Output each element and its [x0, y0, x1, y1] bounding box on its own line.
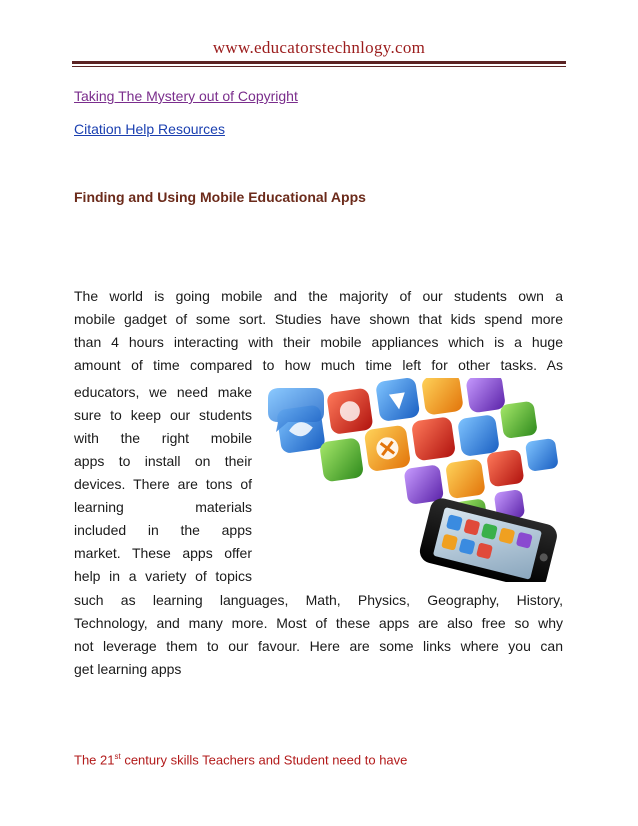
text-line: The world is going mobile and the majority of our students own a [74, 288, 563, 304]
text-line: get learning apps [74, 661, 182, 677]
text-line: devices. There are tons of [74, 476, 252, 492]
text-line: apps to install on their [74, 453, 252, 469]
text-line: sure to keep our students [74, 407, 252, 423]
text-line: market. These apps offer [74, 545, 252, 561]
text-line: amount of time compared to how much time left for other tasks. As [74, 357, 563, 373]
mobile-apps-illustration [262, 378, 562, 582]
header-rule-thin [72, 66, 566, 67]
text-line: not leverage them to our favour. Here are some links where you can [74, 638, 563, 654]
paragraph-intro [74, 285, 563, 377]
text-line: educators, we need make [74, 384, 252, 400]
text-line: help in a variety of topics [74, 568, 252, 584]
text-line: mobile gadget of some sort. Studies have shown that kids spend more [74, 311, 563, 327]
link-copyright[interactable]: Taking The Mystery out of Copyright [74, 88, 298, 104]
paragraph-wrapped [74, 381, 252, 588]
header-url: www.educatorstechnlogy.com [212, 38, 426, 57]
footer-suffix: century skills Teachers and Student need to have [120, 752, 408, 768]
text-line: such as learning languages, Math, Physics, Geography, History, [74, 592, 563, 608]
header-rule-thick [72, 61, 566, 64]
text-line: with the right mobile [74, 430, 252, 446]
text-line: learning materials [74, 499, 252, 515]
text-line: Technology, and many more. Most of these apps are also free so why [74, 615, 563, 631]
text-line: than 4 hours interacting with their mobile appliances which is a huge [74, 334, 563, 350]
footer-prefix: The 21 [74, 752, 115, 768]
footer-superscript: st [114, 752, 121, 761]
paragraph-closing [74, 589, 563, 681]
footer-heading [74, 752, 407, 767]
text-line: included in the apps [74, 522, 252, 538]
section-heading: Finding and Using Mobile Educational Apps [74, 189, 366, 205]
link-citation-help[interactable]: Citation Help Resources [74, 121, 225, 137]
